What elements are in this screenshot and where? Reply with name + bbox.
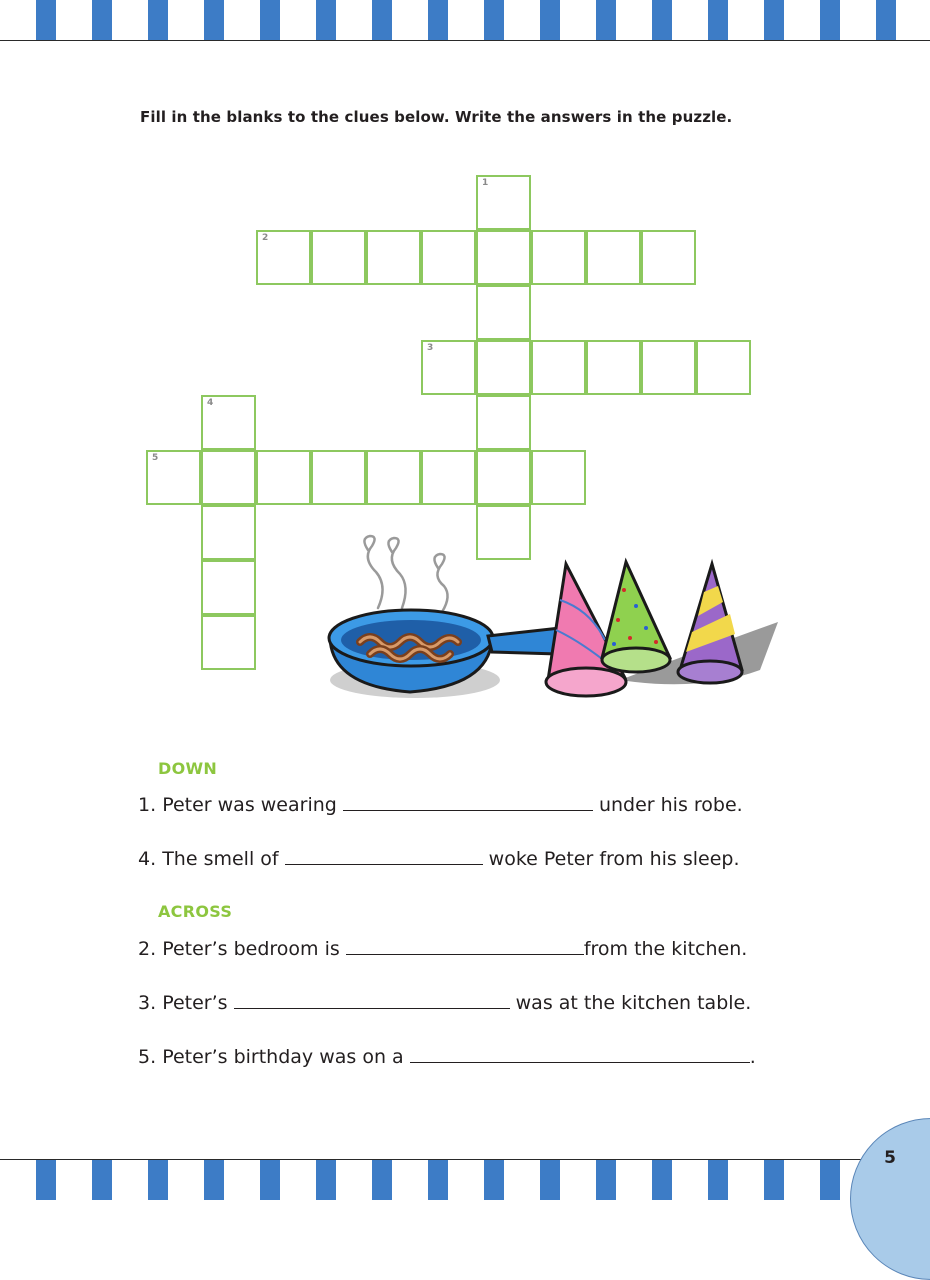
crossword-cell[interactable] bbox=[476, 340, 531, 395]
clue-text-before: Peter was wearing bbox=[162, 794, 337, 816]
clue-text-after: from the kitchen. bbox=[583, 938, 748, 960]
answer-blank[interactable] bbox=[285, 848, 483, 865]
crossword-cell[interactable] bbox=[201, 505, 256, 560]
crossword-cell[interactable] bbox=[366, 230, 421, 285]
crossword-cell[interactable] bbox=[146, 450, 201, 505]
page-number: 5 bbox=[884, 1148, 896, 1168]
across-heading: ACROSS bbox=[158, 902, 233, 921]
answer-blank[interactable] bbox=[410, 1046, 750, 1063]
bottom-stripe-border bbox=[0, 1159, 930, 1200]
party-hat-icon bbox=[602, 562, 670, 672]
crossword-cell[interactable] bbox=[641, 230, 696, 285]
down-heading: DOWN bbox=[158, 759, 218, 778]
clue-number: 2. bbox=[138, 938, 157, 960]
across-clue-5 bbox=[138, 1046, 756, 1068]
frying-pan-icon bbox=[329, 610, 579, 698]
clue-text-after: under his robe. bbox=[598, 794, 743, 816]
party-hat-icon bbox=[678, 564, 742, 683]
across-clue-3 bbox=[138, 992, 751, 1014]
clue-text-after: . bbox=[749, 1046, 756, 1068]
clue-text-before: Peter’s bbox=[162, 992, 228, 1014]
clue-number-4: 4 bbox=[207, 398, 214, 408]
clue-number-1: 1 bbox=[482, 178, 489, 188]
crossword-cell[interactable] bbox=[201, 615, 256, 670]
crossword-cell[interactable] bbox=[476, 450, 531, 505]
crossword-cell[interactable] bbox=[311, 230, 366, 285]
crossword-cell[interactable] bbox=[586, 340, 641, 395]
bottom-border-line bbox=[0, 1159, 930, 1160]
crossword-cell[interactable] bbox=[201, 450, 256, 505]
crossword-cell[interactable] bbox=[696, 340, 751, 395]
crossword-cell[interactable] bbox=[531, 450, 586, 505]
crossword-cell[interactable] bbox=[641, 340, 696, 395]
across-clue-2 bbox=[138, 938, 747, 960]
clue-number-5: 5 bbox=[152, 453, 159, 463]
clue-number: 5. bbox=[138, 1046, 157, 1068]
crossword-cell[interactable] bbox=[531, 340, 586, 395]
clue-number: 1. bbox=[138, 794, 157, 816]
clue-text-before: The smell of bbox=[162, 848, 279, 870]
steam-icon bbox=[364, 536, 447, 612]
crossword-cell[interactable] bbox=[421, 450, 476, 505]
instructions: Fill in the blanks to the clues below. Write the answers in the puzzle. bbox=[140, 108, 733, 126]
crossword-cell[interactable] bbox=[476, 395, 531, 450]
crossword-cell[interactable] bbox=[476, 175, 531, 230]
crossword-cell[interactable] bbox=[201, 395, 256, 450]
pan-and-party-hats-illustration bbox=[320, 530, 790, 710]
crossword-cell[interactable] bbox=[366, 450, 421, 505]
crossword-cell[interactable] bbox=[256, 230, 311, 285]
down-clue-1 bbox=[138, 794, 743, 816]
crossword-cell[interactable] bbox=[476, 285, 531, 340]
crossword-cell[interactable] bbox=[476, 230, 531, 285]
crossword-cell[interactable] bbox=[256, 450, 311, 505]
down-clue-4 bbox=[138, 848, 740, 870]
crossword-cell[interactable] bbox=[421, 340, 476, 395]
crossword-cell[interactable] bbox=[421, 230, 476, 285]
answer-blank[interactable] bbox=[343, 794, 593, 811]
clue-text-before: Peter’s birthday was on a bbox=[162, 1046, 404, 1068]
crossword-cell[interactable] bbox=[311, 450, 366, 505]
answer-blank[interactable] bbox=[234, 992, 510, 1009]
crossword-cell[interactable] bbox=[531, 230, 586, 285]
clue-text-before: Peter’s bedroom is bbox=[162, 938, 340, 960]
clue-text-after: was at the kitchen table. bbox=[515, 992, 752, 1014]
clue-number: 4. bbox=[138, 848, 157, 870]
crossword-cell[interactable] bbox=[201, 560, 256, 615]
page-number-tab bbox=[850, 1118, 930, 1280]
clue-number-2: 2 bbox=[262, 233, 269, 243]
crossword-cell[interactable] bbox=[586, 230, 641, 285]
answer-blank[interactable] bbox=[346, 938, 584, 955]
clue-number: 3. bbox=[138, 992, 157, 1014]
clue-number-3: 3 bbox=[427, 343, 434, 353]
clue-text-after: woke Peter from his sleep. bbox=[488, 848, 740, 870]
